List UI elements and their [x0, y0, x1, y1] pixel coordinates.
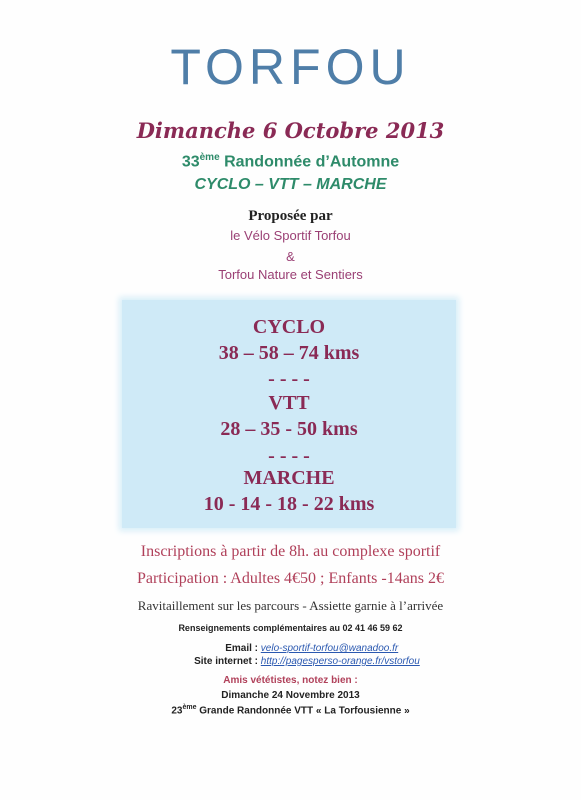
next-event-title	[0, 704, 581, 716]
phone-info: Renseignements complémentaires au 02 41 46 59 62	[178, 623, 403, 633]
routes-box	[122, 300, 456, 528]
website-label: Site internet :	[194, 656, 258, 667]
next-edition-number: 23	[171, 705, 183, 717]
next-event-text: Grande Randonnée VTT « La Torfousienne »	[196, 705, 410, 717]
edition-line	[0, 152, 581, 171]
disciplines-line: CYCLO – VTT – MARCHE	[194, 176, 387, 193]
vtt-distances: 28 – 35 - 50 kms	[220, 418, 358, 440]
vtt-title: VTT	[268, 392, 310, 414]
separator: - - - -	[268, 445, 310, 467]
marche-title: MARCHE	[243, 467, 335, 489]
proposed-by: Proposée par	[248, 208, 333, 224]
edition-number: 33	[181, 153, 200, 171]
separator: - - - -	[268, 368, 310, 390]
organizer-2: Torfou Nature et Sentiers	[218, 267, 363, 282]
website-link[interactable]: http://pagesperso-orange.fr/vstorfou	[260, 656, 420, 667]
marche-distances: 10 - 14 - 18 - 22 kms	[203, 493, 375, 515]
next-edition-suffix: ème	[182, 704, 197, 711]
organizer-1: le Vélo Sportif Torfou	[230, 228, 351, 243]
inscriptions-info: Inscriptions à partir de 8h. au complexe sportif	[140, 543, 441, 560]
cyclo-distances: 38 – 58 – 74 kms	[218, 342, 360, 364]
edition-suffix: ème	[199, 152, 220, 163]
email-row	[150, 643, 450, 654]
event-date: Dimanche 6 Octobre 2013	[136, 118, 445, 143]
participation-info: Participation : Adultes 4€50 ; Enfants -14ans 2€	[136, 570, 445, 587]
cyclo-title: CYCLO	[252, 316, 326, 338]
organizer-ampersand: &	[286, 249, 295, 264]
page-title: TORFOU	[170, 39, 411, 95]
email-label: Email :	[225, 643, 258, 654]
next-event-date: Dimanche 24 Novembre 2013	[221, 690, 360, 701]
edition-text: Randonnée d’Automne	[219, 153, 400, 171]
website-row	[150, 656, 450, 667]
mtb-notice: Amis vététistes, notez bien :	[223, 675, 358, 686]
email-link[interactable]: velo-sportif-torfou@wanadoo.fr	[260, 643, 399, 654]
ravitaillement-info: Ravitaillement sur les parcours - Assiette garnie à l’arrivée	[137, 598, 444, 613]
